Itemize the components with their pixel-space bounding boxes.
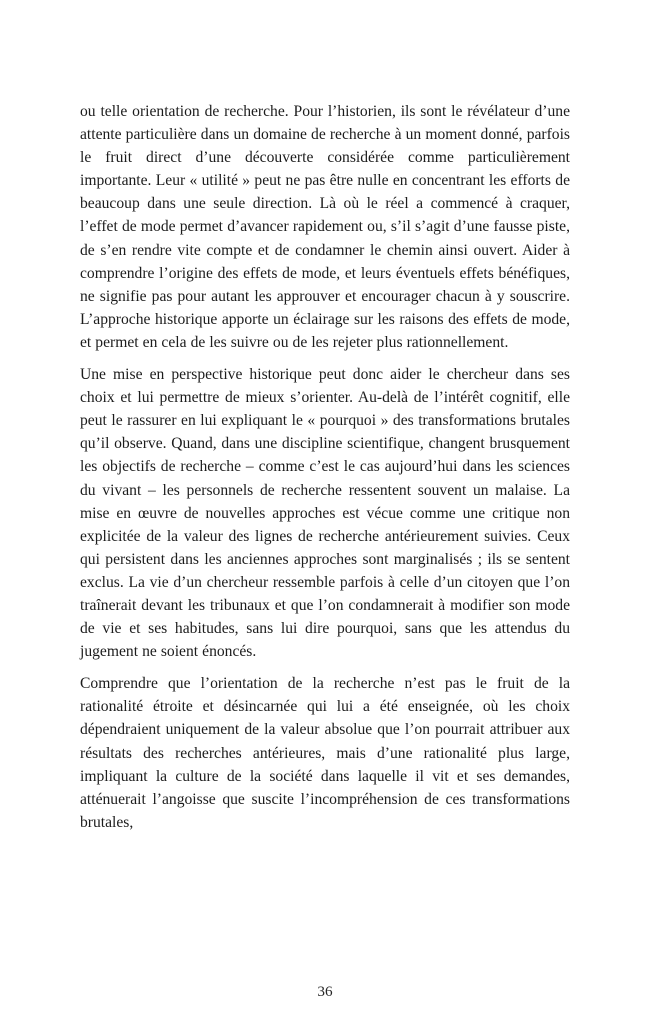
body-text-block [80,100,570,834]
page-number: 36 [317,983,333,1000]
body-paragraph: Une mise en perspective historique peut donc aider le chercheur dans ses choix et lui permettre de mieux s’orienter. Au-delà de l’intérêt cognitif, elle peut le rassurer en lui expliquant le « pourquoi » des transformations brutales qu’il observe. Quand, dans une discipline scientifique, changent brusquement les objectifs de recherche – comme c’est le cas aujourd’hui dans les sciences du vivant – les personnels de recherche ressentent souvent un malaise. La mise en œuvre de nouvelles approches est vécue comme une critique non explicitée de la valeur des lignes de recherche antérieurement suivies. Ceux qui persistent dans les anciennes approches sont marginalisés ; ils se sentent exclus. La vie d’un chercheur ressemble parfois à celle d’un citoyen que l’on traînerait devant les tribunaux et que l’on condamnerait à modifier son mode de vie et ses habitudes, sans lui dire pourquoi, sans que les attendus du jugement ne soient énoncés. [80,366,570,661]
body-paragraph: Comprendre que l’orientation de la recherche n’est pas le fruit de la rationalité étroite et désincarnée qui lui a été enseignée, où les choix dépendraient uniquement de la valeur absolue que l’on pourrait attribuer aux résultats des recherches antérieures, mais d’une rationalité plus large, impliquant la culture de la société dans laquelle il vit et ses demandes, atténuerait l’angoisse que suscite l’incompréhension de ces transformations brutales, [80,675,570,831]
body-paragraph: ou telle orientation de recherche. Pour l’historien, ils sont le révélateur d’une attente particulière dans un domaine de recherche à un moment donné, parfois le fruit direct d’une découverte considérée comme particulièrement importante. Leur « utilité » peut ne pas être nulle en concentrant les efforts de beaucoup dans une seule direction. Là où le réel a commencé à craquer, l’effet de mode permet d’avancer rapidement ou, s’il s’agit d’une fausse piste, de s’en rendre vite compte et de condamner le chemin ainsi ouvert. Aider à comprendre l’origine des effets de mode, et leurs éventuels effets bénéfiques, ne signifie pas pour autant les approuver et encourager chacun à y souscrire. L’approche historique apporte un éclairage sur les raisons des effets de mode, et permet en cela de les suivre ou de les rejeter plus rationnellement. [80,103,570,351]
